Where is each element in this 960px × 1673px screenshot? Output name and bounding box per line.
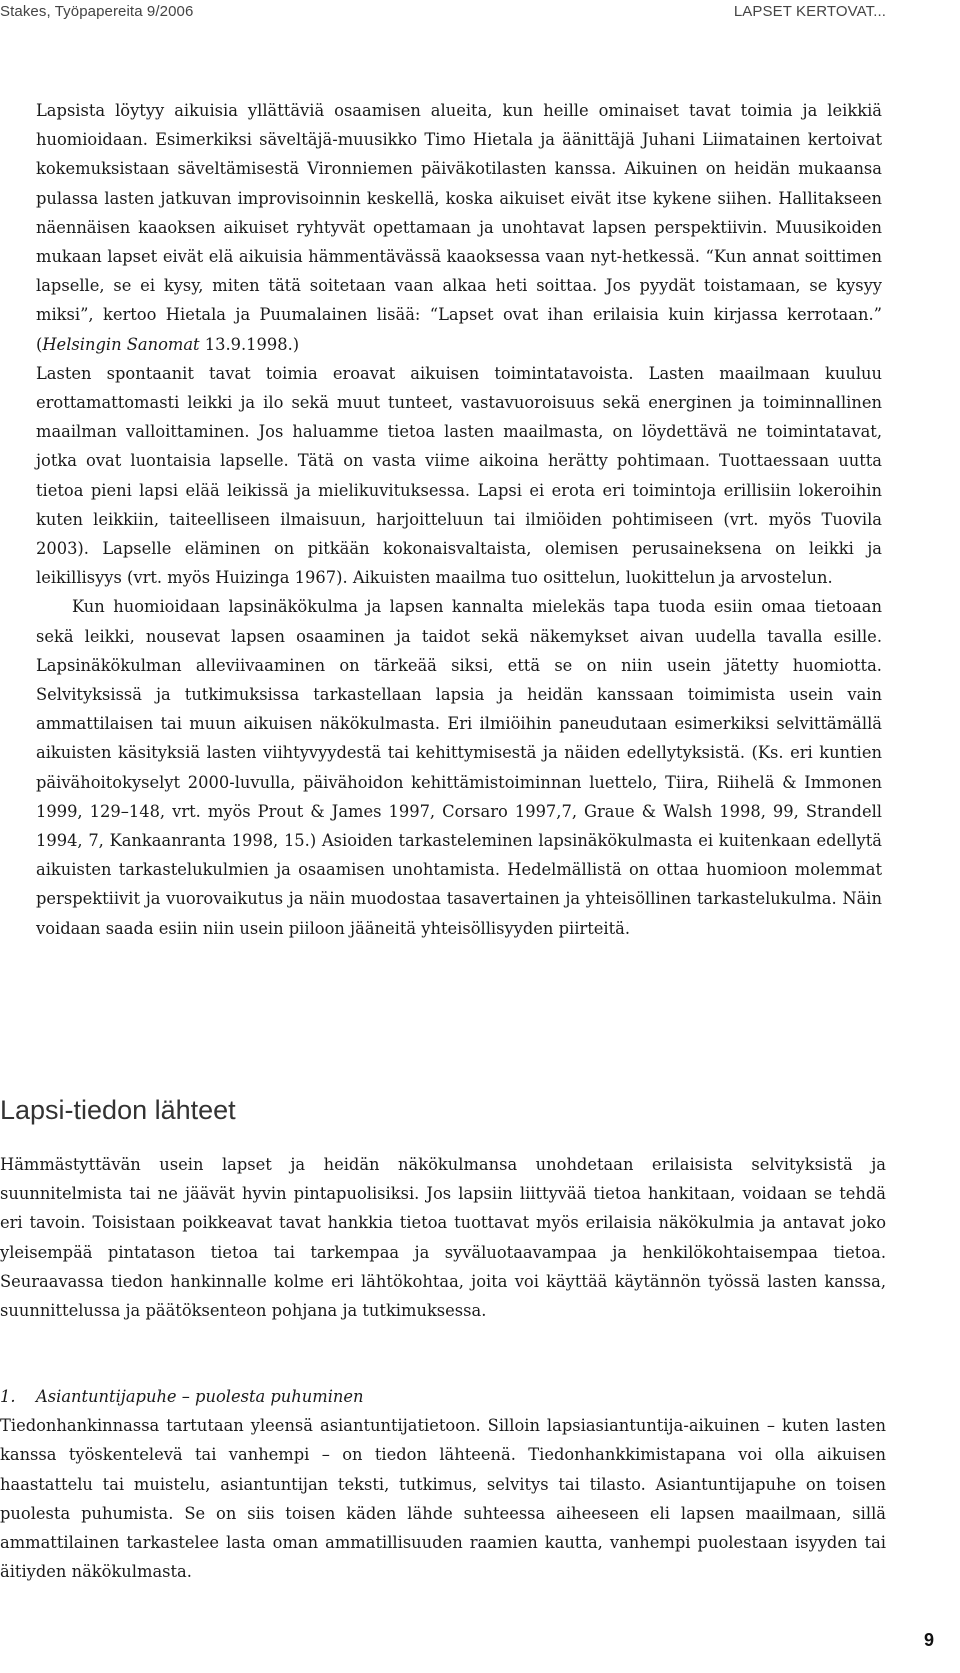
page-number: 9 xyxy=(923,1630,934,1650)
paragraph-2: Lasten spontaanit tavat toimia eroavat aikuisen toimintatavoista. Lasten maailmaan kuuluu erottamattomasti leikki ja ilo sekä muut tunteet, vastavuoroisuus sekä energinen ja toiminnallinen maailman valloittaminen. Jos haluamme tietoa lasten maailmasta, on löydettävä ne toimintatavat, jotka ovat luontaisia lapselle. Tätä on vasta viime aikoina herätty pohtimaan. Tuottaessaan uutta tietoa pieni lapsi elää leikissä ja mielikuvituksessa. Lapsi ei erota eri toimintoja erillisiin lokeroihin kuten leikkiin, taiteelliseen ilmaisuun, harjoitteluun tai ilmiöiden pohtimiseen (vrt. myös Tuovila 2003). Lapselle eläminen on pitkään kokonaisvaltaista, olemisen perusaineksena on leikki ja leikillisyys (vrt. myös Huizinga 1967). Aikuisten maailma tuo osittelun, luokittelun ja arvostelun. xyxy=(36,363,882,588)
paragraph-1: Lapsista löytyy aikuisia yllättäviä osaamisen alueita, kun heille ominaiset tavat toimia ja leikkiä huomioidaan. Esimerkiksi säveltäjä-muusikko Timo Hietala ja äänittäjä Juhani Liimatainen kertoivat kokemuksistaan säveltämisestä Vironniemen päiväkotilasten kanssa. Aikuinen on heidän mukaansa pulassa lasten jatkuvan improvisoinnin keskellä, koska aikuiset eivät itse kykene siihen. Hallitakseen näennäisen kaaoksen aikuiset ryhtyvät opettamaan ja unohtavat lapsen perspektiivin. Muusikoiden mukaan lapset eivät elä aikuisia hämmentävässä kaaoksessa vaan nyt-hetkessä. “Kun annat soittimen lapselle, se ei kysy, miten tätä soitetaan vaan alkaa heti soittaa. Jos pyydät toistamaan, se kysyy miksi”, kertoo Hietala ja Puumalainen lisää: “Lapset ovat ihan erilaisia kuin kirjassa kerrotaan.” (Helsingin Sanomat 13.9.1998.) xyxy=(36,101,882,354)
body-text-block xyxy=(36,96,882,943)
subsection-title: Asiantuntijapuhe – puolesta puhuminen xyxy=(36,1387,364,1406)
section-text-block xyxy=(0,1150,886,1325)
subsection-paragraph: Tiedonhankinnassa tartutaan yleensä asiantuntijatietoon. Silloin lapsiasiantuntija-aikuinen – kuten lasten kanssa työskentelevä tai vanhempi – on tiedon lähteenä. Tiedonhankkimistapana voi olla aikuisen haastattelu tai muistelu, asiantuntijan teksti, tutkimus, selvitys tai tilasto. Asiantuntijapuhe on toisen puolesta puhumista. Se on siis toisen käden lähde suhteessa aiheeseen eli lapsen maailmaan, sillä ammattilainen tarkastelee lasta oman ammatillisuuden raamien kautta, vanhempi puolestaan isyyden tai äitiyden näkökulmasta. xyxy=(0,1416,886,1582)
section-paragraph: Hämmästyttävän usein lapset ja heidän näkökulmansa unohdetaan erilaisista selvityksistä ja suunnitelmista tai ne jäävät hyvin pintapuolisiksi. Jos lapsiin liittyvää tietoa hankitaan, voidaan se tehdä eri tavoin. Toisistaan poikkeavat tavat hankkia tietoa tuottavat myös erilaisia näkökulmia ja antavat joko yleisempää pintatason tietoa tai tarkempaa ja syväluotaavampaa ja henkilökohtaisempaa tietoa. Seuraavassa tiedon hankinnalle kolme eri lähtökohtaa, joita voi käyttää käytännön työssä lasten kanssa, suunnittelussa ja päätöksenteon pohjana ja tutkimuksessa. xyxy=(0,1155,886,1321)
subsection-heading xyxy=(0,1382,886,1411)
subsection-number: 1. xyxy=(0,1387,16,1406)
paragraph-3: Kun huomioidaan lapsinäkökulma ja lapsen kannalta mielekäs tapa tuoda esiin omaa tietoaan sekä leikki, nousevat lapsen osaaminen ja taidot sekä näkemykset aivan uudella tavalla esille. Lapsinäkökulman alleviivaaminen on tärkeää siksi, että se on niin usein jätetty huomiotta. Selvityksissä ja tutkimuksissa tarkastellaan lapsia ja heidän kanssaan toimimista usein vain ammattilaisen tai muun aikuisen näkökulmasta. Eri ilmiöihin paneudutaan esimerkiksi selvittämällä aikuisten käsityksiä lasten viihtyvyydestä tai kehittymisestä ja näiden edellytyksistä. (Ks. eri kuntien päivähoitokyselyt 2000-luvulla, päivähoidon kehittämistoiminnan luettelo, Tiira, Riihelä & Immonen 1999, 129–148, vrt. myös Prout & James 1997, Corsaro 1997,7, Graue & Walsh 1998, 99, Strandell 1994, 7, Kankaanranta 1998, 15.) Asioiden tarkasteleminen lapsinäkökulmasta ei kuitenkaan edellytä aikuisten tarkastelukulmien ja osaamisen unohtamista. Hedelmällistä on ottaa huomioon molemmat perspektiivit ja vuorovaikutus ja näin muodostaa tasavertainen ja yhteisöllinen tarkastelukulma. Näin voidaan saada esiin niin usein piiloon jääneitä yhteisöllisyyden piirteitä. xyxy=(36,597,882,938)
running-header-left: Stakes, Työpapereita 9/2006 xyxy=(0,3,194,20)
section-heading: Lapsi-tiedon lähteet xyxy=(0,1095,236,1125)
subsection-block xyxy=(0,1382,886,1586)
citation-source: Helsingin Sanomat xyxy=(42,334,200,354)
running-header-right: LAPSET KERTOVAT... xyxy=(733,3,886,20)
